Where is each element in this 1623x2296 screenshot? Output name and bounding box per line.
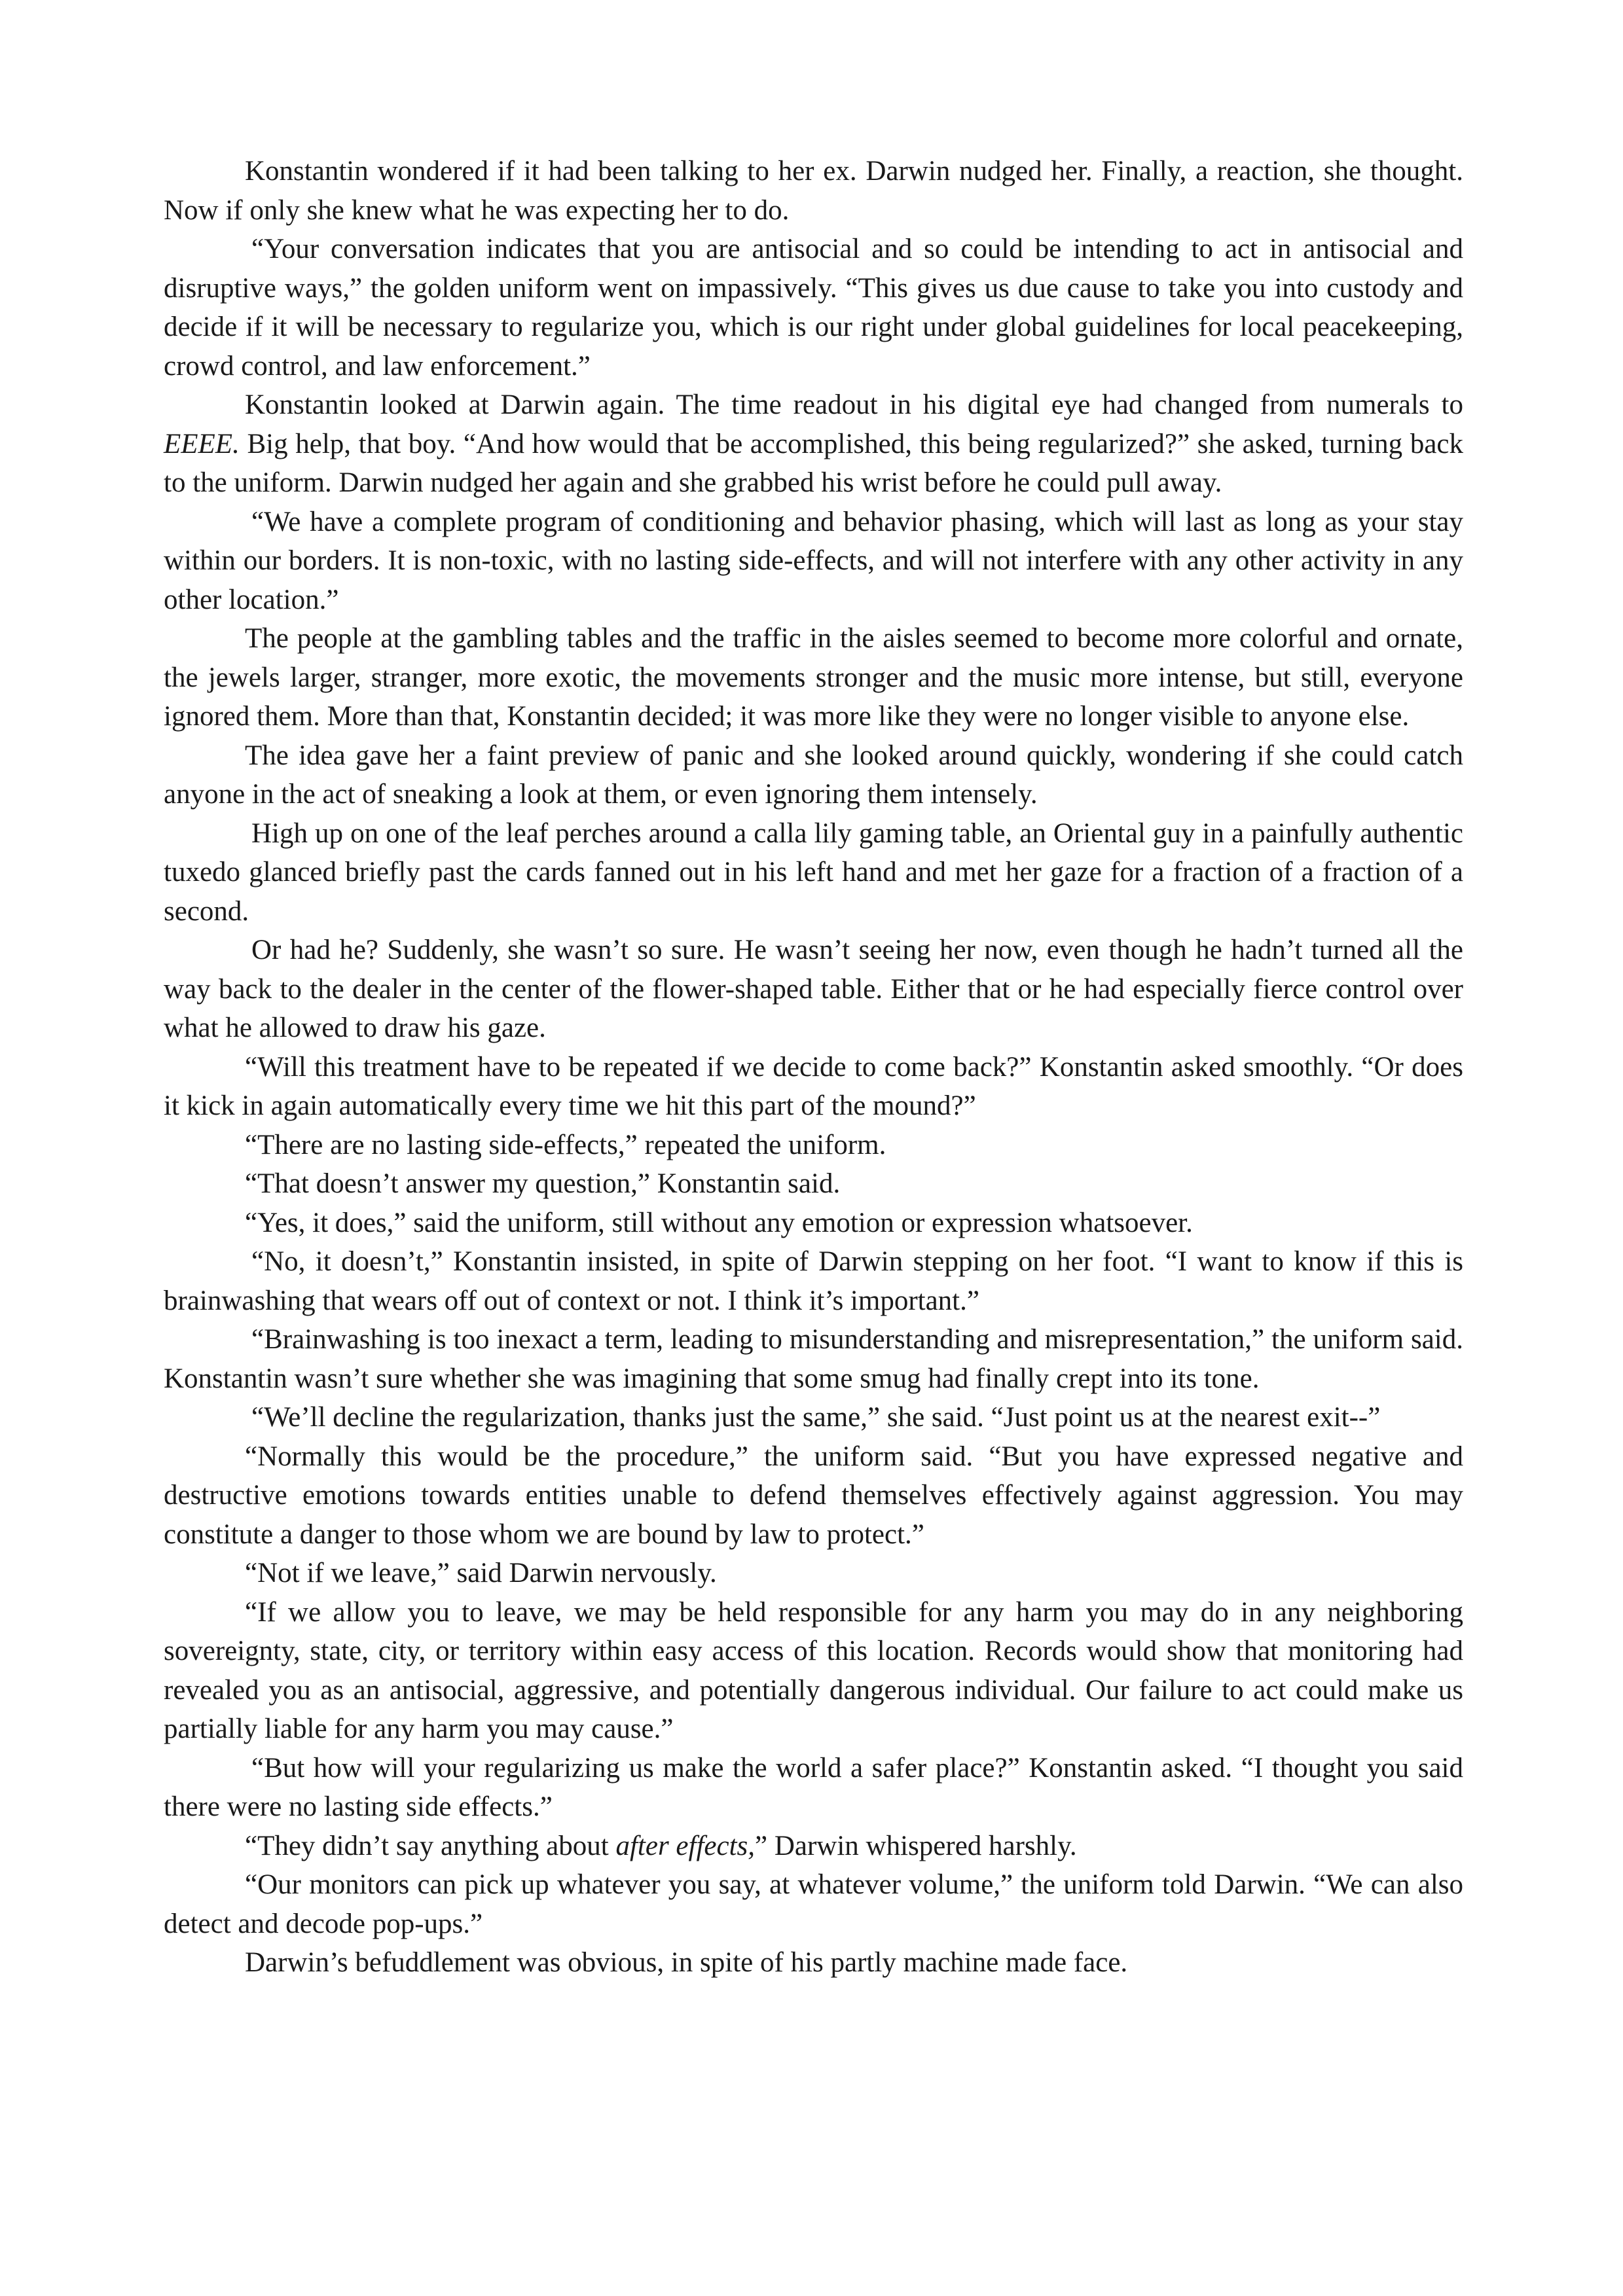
paragraph (164, 230, 1463, 386)
italic-text-run: after effects, (615, 1830, 756, 1861)
paragraph (164, 1048, 1463, 1126)
text-run: “Brainwashing is too inexact a term, leading to misunderstanding and misrepresentation,” the uniform said. Konstantin wasn’t sure whether she was imagining that some smug had finally crept into its tone. (164, 1324, 1463, 1394)
text-run: Big help, that boy. “And how would that be accomplished, this being regularized?” she asked, turning back to the uniform. Darwin nudged her again and she grabbed his wrist before he could pull away. (164, 428, 1463, 498)
text-run: The people at the gambling tables and the traffic in the aisles seemed to become more colorful and ornate, the jewels larger, stranger, more exotic, the movements stronger and the music more intense, but still, everyone ignored them. More than that, Konstantin decided; it was more like they were no longer visible to anyone else. (164, 623, 1463, 732)
paragraph (164, 152, 1463, 230)
text-run: Konstantin looked at Darwin again. The time readout in his digital eye had changed from numerals to (245, 389, 1463, 420)
text-run: “Yes, it does,” said the uniform, still without any emotion or expression whatsoever. (245, 1207, 1193, 1238)
document-page (164, 152, 1463, 1982)
paragraph (164, 1204, 1463, 1243)
paragraph (164, 1554, 1463, 1593)
text-run: Or had he? Suddenly, she wasn’t so sure. He wasn’t seeing her now, even though he hadn’t turned all the way back to the dealer in the center of the flower-shaped table. Either that or he had especially fierce control over what he allowed to draw his gaze. (164, 935, 1463, 1043)
paragraph (164, 1242, 1463, 1320)
text-run: “We’ll decline the regularization, thanks just the same,” she said. “Just point us at the nearest exit--” (251, 1402, 1381, 1433)
text-run: “If we allow you to leave, we may be held responsible for any harm you may do in any neighboring sovereignty, state, city, or territory within easy access of this location. Records would show that monitoring had revealed you as an antisocial, aggressive, and potentially dangerous individual. Our failure to act could make us partially liable for any harm you may cause.” (164, 1596, 1463, 1744)
text-run: “But how will your regularizing us make the world a safer place?” Konstantin asked. “I thought you said there were no lasting side effects.” (164, 1752, 1463, 1822)
text-run: “That doesn’t answer my question,” Konstantin said. (245, 1168, 841, 1199)
paragraph (164, 503, 1463, 620)
paragraph (164, 386, 1463, 503)
text-run: Konstantin wondered if it had been talking to her ex. Darwin nudged her. Finally, a reaction, she thought. Now if only she knew what he was expecting her to do. (164, 156, 1463, 226)
paragraph (164, 931, 1463, 1048)
paragraph (164, 1437, 1463, 1554)
paragraph (164, 814, 1463, 931)
text-run: ” Darwin whispered harshly. (755, 1830, 1077, 1861)
text-run: “They didn’t say anything about (245, 1830, 616, 1861)
paragraph (164, 1943, 1463, 1982)
paragraph (164, 1126, 1463, 1165)
text-run: “No, it doesn’t,” Konstantin insisted, in spite of Darwin stepping on her foot. “I want to know if this is brainwashing that wears off out of context or not. I think it’s important.” (164, 1246, 1463, 1316)
text-run: “There are no lasting side-effects,” repeated the uniform. (245, 1129, 886, 1160)
text-run: “Not if we leave,” said Darwin nervously. (245, 1558, 717, 1588)
paragraph (164, 1827, 1463, 1866)
text-run: “Our monitors can pick up whatever you say, at whatever volume,” the uniform told Darwin. “We can also detect and decode pop-ups.” (164, 1869, 1463, 1939)
paragraph (164, 1164, 1463, 1204)
text-run: Darwin’s befuddlement was obvious, in spite of his partly machine made face. (245, 1947, 1128, 1978)
text-run: “Your conversation indicates that you are antisocial and so could be intending to act in antisocial and disruptive ways,” the golden uniform went on impassively. “This gives us due cause to take you into custody and decide if it will be necessary to regularize you, which is our right under global guidelines for local peacekeeping, crowd control, and law enforcement.” (164, 234, 1463, 382)
text-run: High up on one of the leaf perches around a calla lily gaming table, an Oriental guy in a painfully authentic tuxedo glanced briefly past the cards fanned out in his left hand and met her gaze for a fraction of a fraction of a second. (164, 817, 1463, 927)
paragraph (164, 1593, 1463, 1749)
italic-text-run: EEEE. (164, 428, 240, 459)
paragraph (164, 736, 1463, 814)
text-run: “Normally this would be the procedure,” the uniform said. “But you have expressed negative and destructive emotions towards entities unable to defend themselves effectively against aggression. You may constitute a danger to those whom we are bound by law to protect.” (164, 1441, 1463, 1550)
paragraph (164, 1320, 1463, 1398)
paragraph (164, 1398, 1463, 1437)
text-run: “We have a complete program of conditioning and behavior phasing, which will last as long as your stay within our borders. It is non-toxic, with no lasting side-effects, and will not interfere with any other activity in any other location.” (164, 506, 1463, 615)
text-run: “Will this treatment have to be repeated if we decide to come back?” Konstantin asked smoothly. “Or does it kick in again automatically every time we hit this part of the mound?” (164, 1051, 1463, 1121)
text-run: The idea gave her a faint preview of panic and she looked around quickly, wondering if she could catch anyone in the act of sneaking a look at them, or even ignoring them intensely. (164, 740, 1463, 810)
paragraph (164, 1865, 1463, 1943)
paragraph (164, 619, 1463, 736)
paragraph (164, 1749, 1463, 1827)
